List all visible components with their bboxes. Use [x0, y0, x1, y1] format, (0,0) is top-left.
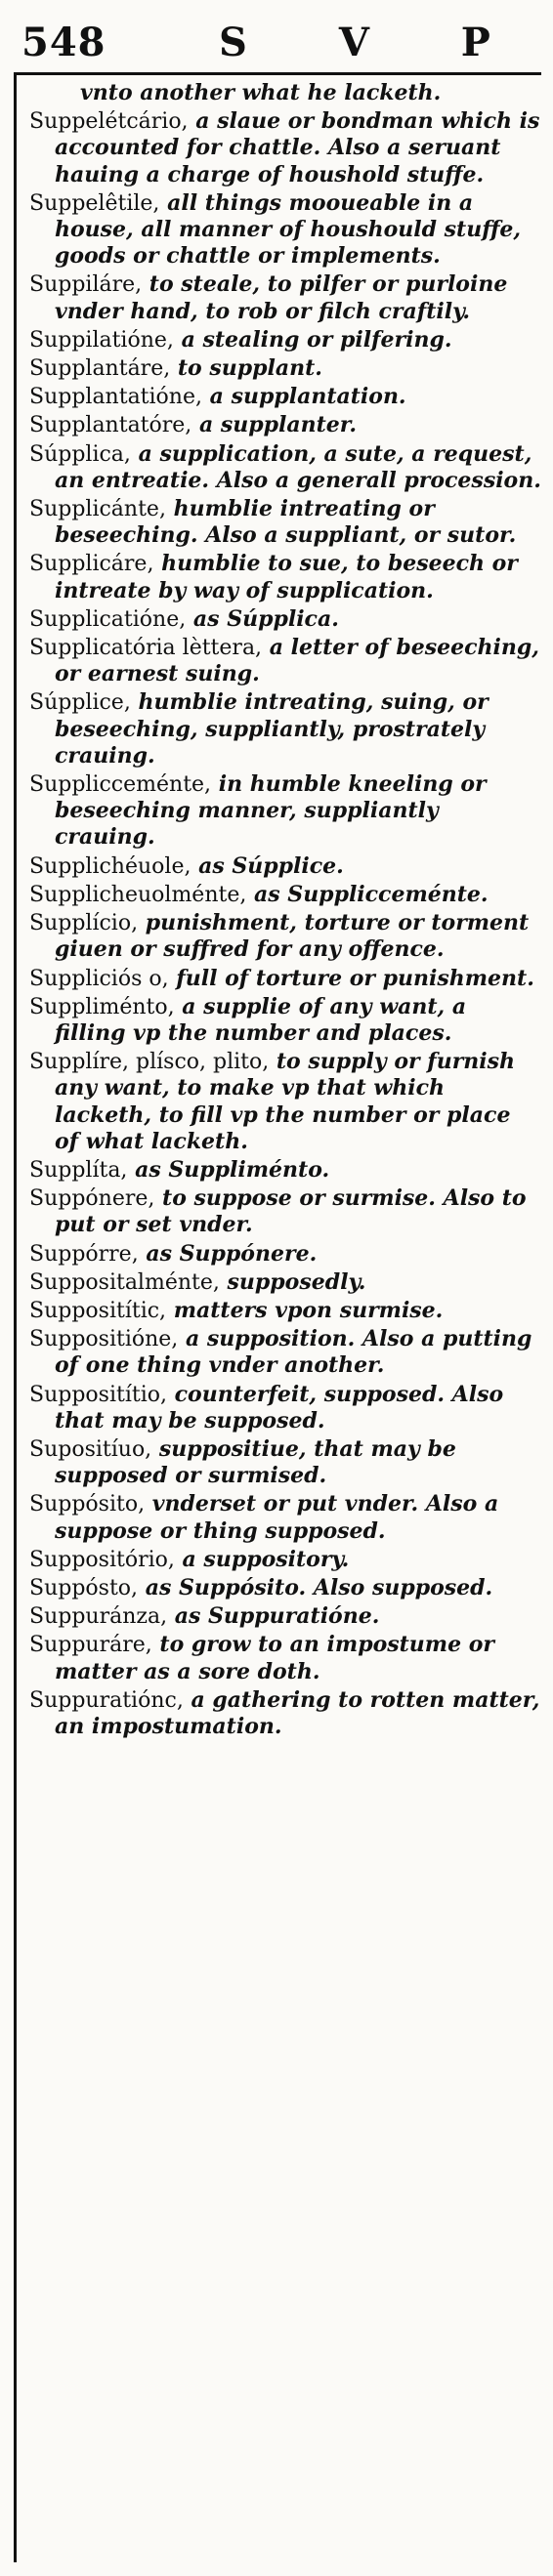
entry-headword: Suppuránza,: [29, 1604, 168, 1630]
dictionary-entry: [29, 80, 541, 106]
dictionary-entry: [29, 1049, 541, 1155]
entry-definition: a supplantation.: [202, 384, 406, 410]
entry-headword: Suppelêtile,: [29, 190, 160, 216]
entry-definition: to grow to an impostume or matter as a sore doth.: [55, 1632, 494, 1684]
entry-headword: Supplantáre,: [29, 356, 171, 382]
entry-definition: humblie intreating, suing, or beseeching, suppliantly, prostrately crauing.: [55, 689, 489, 769]
entry-definition: suppositiue, that may be supposed or surmised.: [55, 1435, 456, 1489]
dictionary-entry: [29, 1603, 541, 1630]
dictionary-entry: [29, 1687, 541, 1740]
dictionary-entry: [29, 606, 541, 633]
entry-headword: Supplicatióne,: [29, 606, 187, 632]
entry-definition: a stealing or pilfering.: [173, 326, 452, 353]
entry-headword: Suppónere,: [29, 1186, 155, 1212]
entry-headword: Supplicheuolménte,: [29, 882, 247, 907]
dictionary-entry: [29, 551, 541, 603]
page-number: 548: [21, 20, 106, 65]
entry-definition: a supplie of any want, a filling vp the number and places.: [55, 993, 467, 1046]
dictionary-entry: [29, 966, 541, 992]
entry-headword: Suppositório,: [29, 1547, 175, 1572]
entry-definition: as Súpplica.: [186, 605, 339, 632]
entry-headword: Suppositític,: [29, 1298, 167, 1323]
entry-definition: to supplant.: [170, 355, 322, 382]
entry-definition: as Suppliménto.: [127, 1156, 330, 1183]
entry-headword: Suppósito,: [29, 1492, 146, 1517]
entry-definition: a slaue or bondman which is accounted for chattle. Also a seruant hauing a charge of houshold stuffe.: [55, 108, 540, 187]
entry-definition: vnderset or put vnder. Also a suppose or thing supposed.: [55, 1491, 499, 1544]
entry-headword: Supplantatióne,: [29, 385, 202, 410]
entry-definition: to steale, to pilfer or purloine vnder hand, to rob or filch craftily.: [55, 271, 508, 324]
entry-headword: Supplíta,: [29, 1157, 128, 1183]
entry-headword: Suppórre,: [29, 1241, 139, 1267]
dictionary-entry: [29, 327, 541, 353]
entry-headword: Suppositítio,: [29, 1382, 167, 1407]
dictionary-entry: [29, 108, 541, 188]
entry-headword: Suppositalménte,: [29, 1269, 220, 1295]
entry-definition: counterfeit, supposed. Also that may be supposed.: [55, 1381, 504, 1433]
dictionary-entry: [29, 689, 541, 769]
entry-headword: Suppuráre,: [29, 1633, 152, 1658]
dictionary-entry: [29, 496, 541, 549]
entry-headword: Súpplica,: [29, 441, 131, 467]
entry-headword: Súpplice,: [29, 690, 131, 716]
entry-headword: Supplantatóre,: [29, 413, 192, 438]
entry-definition: to suppose or surmise. Also to put or set vnder.: [55, 1185, 527, 1238]
entry-definition: a supposition. Also a putting of one thing vnder another.: [55, 1326, 532, 1379]
running-head: S V P: [219, 20, 530, 65]
entry-headword: Supplício,: [29, 911, 139, 936]
dictionary-entry: [29, 1185, 541, 1238]
entry-definition: a gathering to rotten matter, an impostumation.: [55, 1686, 540, 1739]
entry-list: [29, 80, 541, 1742]
entry-definition: all things mooueable in a house, all manner of houshould stuffe, goods or chattle or implements.: [55, 189, 522, 270]
entry-definition: as Supplicceménte.: [246, 881, 489, 907]
entry-definition: full of torture or punishment.: [168, 965, 534, 991]
dictionary-entry: [29, 910, 541, 963]
dictionary-entry: [29, 771, 541, 852]
entry-definition: in humble kneeling or beseeching manner, suppliantly crauing.: [55, 771, 487, 851]
dictionary-entry: [29, 1269, 541, 1296]
dictionary-entry: [29, 412, 541, 438]
entry-headword: Supplichéuole,: [29, 853, 191, 879]
entry-headword: Supplicánte,: [29, 497, 166, 522]
dictionary-entry: [29, 1326, 541, 1379]
entry-headword: Suppliciós o,: [29, 966, 169, 991]
entry-definition: as Suppónere.: [138, 1240, 318, 1267]
entry-headword: Suppuratiónc,: [29, 1687, 184, 1713]
entry-definition: punishment, torture or torment giuen or suffred for any offence.: [55, 910, 530, 963]
dictionary-entry: [29, 1157, 541, 1184]
dictionary-entry: [29, 853, 541, 880]
entry-headword: Suppelétcário,: [29, 109, 189, 135]
dictionary-entry: [29, 1547, 541, 1573]
entry-headword: Suppósto,: [29, 1575, 139, 1600]
entry-definition: as Súpplice.: [191, 852, 344, 879]
entry-headword: Supplicáre,: [29, 552, 154, 577]
dictionary-entry: [29, 1436, 541, 1489]
entry-definition: humblie to sue, to beseech or intreate by way of supplication.: [55, 551, 518, 603]
dictionary-entry: [29, 1575, 541, 1601]
dictionary-entry: [29, 1491, 541, 1544]
entry-definition: a suppository.: [174, 1546, 350, 1572]
entry-definition: matters vpon surmise.: [166, 1297, 444, 1323]
entry-headword: Supplíre, plísco, plito,: [29, 1050, 270, 1075]
dictionary-entry: [29, 384, 541, 410]
dictionary-entry: [29, 1382, 541, 1434]
column-rule: [14, 72, 17, 2562]
entry-headword: Supositíuo,: [29, 1436, 152, 1462]
entry-definition: a letter of beseeching, or earnest suing.: [55, 635, 539, 687]
entry-definition: a supplanter.: [191, 412, 358, 438]
entry-headword: Suppilatióne,: [29, 327, 174, 353]
dictionary-entry: [29, 355, 541, 382]
entry-definition: as Suppuratióne.: [167, 1603, 380, 1630]
entry-definition: to supply or furnish any want, to make vp that which lacketh, to fill vp the number or place of what lacketh.: [55, 1049, 516, 1154]
dictionary-entry: [29, 635, 541, 687]
dictionary-entry: [29, 882, 541, 908]
entry-headword: Supplicatória lèttera,: [29, 636, 263, 661]
entry-definition: a supplication, a sute, a request, an entreatie. Also a generall procession.: [55, 440, 541, 493]
entry-definition: humblie intreating or beseeching. Also a suppliant, or sutor.: [55, 496, 517, 549]
entry-headword: Supplicceménte,: [29, 772, 212, 798]
entry-headword: Suppiláre,: [29, 272, 143, 298]
dictionary-entry: [29, 1298, 541, 1324]
dictionary-entry: [29, 190, 541, 270]
entry-definition: vnto another what he lacketh.: [80, 80, 442, 105]
dictionary-entry: [29, 271, 541, 324]
dictionary-entry: [29, 1632, 541, 1684]
entry-headword: Suppositióne,: [29, 1327, 179, 1352]
entry-headword: Suppliménto,: [29, 994, 175, 1019]
page-header: [14, 12, 541, 75]
entry-definition: supposedly.: [219, 1268, 366, 1295]
dictionary-entry: [29, 441, 541, 494]
dictionary-entry: [29, 1241, 541, 1267]
entry-definition: as Suppósito. Also supposed.: [138, 1574, 493, 1600]
dictionary-entry: [29, 994, 541, 1047]
